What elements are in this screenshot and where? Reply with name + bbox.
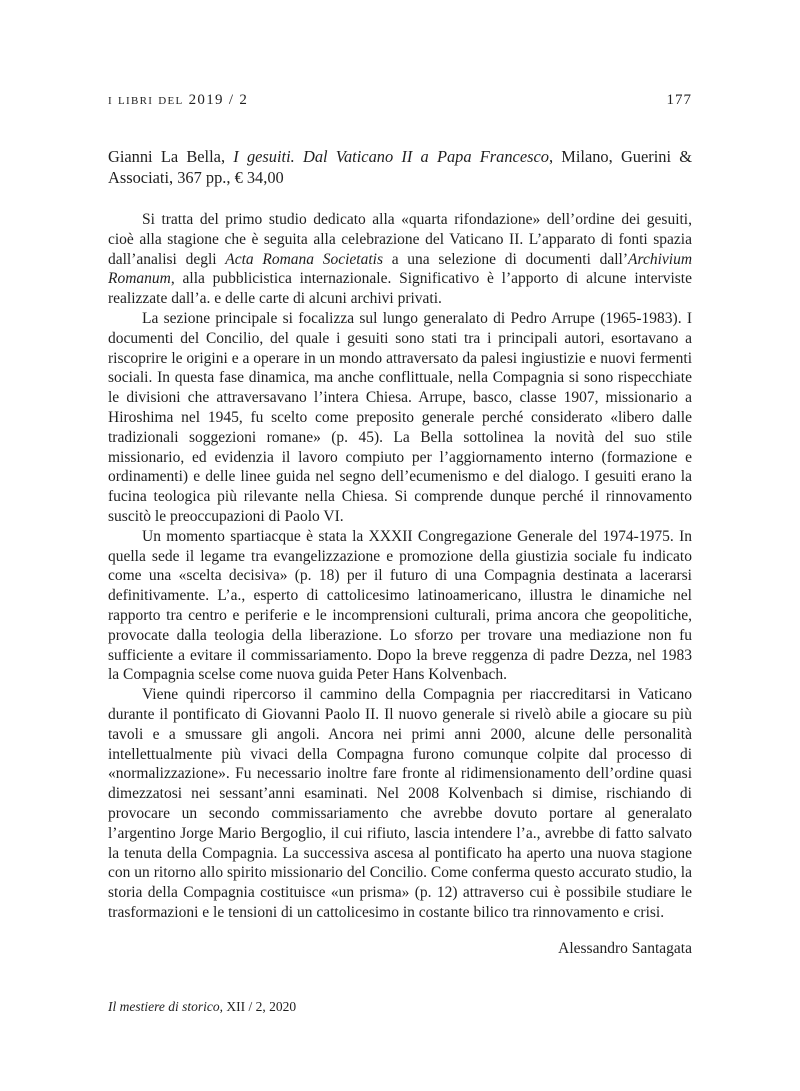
paragraph-1-italic-2: Archivium Romanum <box>108 250 693 288</box>
paragraph-1-part-2: a una selezione di documenti dall’ <box>383 250 629 268</box>
paragraph-1 <box>108 210 692 309</box>
citation-author: Gianni La Bella, <box>108 147 234 166</box>
review-author-signature: Alessandro Santagata <box>558 940 692 957</box>
paragraph-1-italic-1: Acta Romana Societatis <box>225 250 383 268</box>
paragraph-3: Un momento spartiacque è stata la XXXII Congregazione Generale del 1974-1975. In quella sede il legame tra evangelizzazione e promozione della giustizia sociale fu indicato come una «scelta decisiva» (p. 18) per il futuro di una Compagnia destinata a lacerarsi definitivamente. L’a., esperto di cattolicesimo latinoamericano, illustra le dinamiche nel rapporto tra centro e periferie e le incomprensioni culturali, prima ancora che geopolitiche, provocate dalla teologia della liberazione. Lo sforzo per trovare una mediazione non fu sufficiente a evitare il commissariamento. Dopo la breve reggenza di padre Dezza, nel 1983 la Compagnia scelse come nuova guida Peter Hans Kolvenbach. <box>108 527 692 684</box>
paragraph-1-part-1: Si tratta del primo studio dedicato alla «quarta rifondazione» dell’ordine dei gesuiti, cioè alla stagione che è seguita alla celebrazione del Vaticano II. L’apparato di fonti spazia dall’analisi degli <box>108 211 692 268</box>
running-header <box>108 92 692 116</box>
review-body <box>108 210 692 923</box>
running-title: i libri del 2019 / 2 <box>108 92 249 108</box>
paragraph-2: La sezione principale si focalizza sul lungo generalato di Pedro Arrupe (1965-1983). I documenti del Concilio, del quale i gesuiti sono stati tra i principali autori, esortavano a riscoprire le origini e a operare in un mondo attraversato da palesi ingiustizie e nuovi fermenti sociali. In questa fase dinamica, ma anche conflittuale, nella Compagnia si sono rispecchiate le divisioni che attraversavano l’intera Chiesa. Arrupe, basco, classe 1907, missionario a Hiroshima nel 1945, fu scelto come preposito generale perché considerato «libero dalle tradizionali soggezioni romane» (p. 45). La Bella sottolinea la novità del suo stile missionario, ed evidenzia il lavoro compiuto per l’aggiornamento interno (formazione e ordinamenti) e delle linee guida nel segno dell’ecumenismo e del dialogo. I gesuiti erano la fucina teologica più rilevante nella Chiesa. Si comprende dunque perché il rinnovamento suscitò le preoccupazioni di Paolo VI. <box>108 309 692 525</box>
journal-name: Il mestiere di storico <box>108 999 220 1014</box>
paragraph-1-part-3: , alla pubblicistica internazionale. Significativo è l’apporto di alcune interviste realizzate dall’a. e delle carte di alcuni archivi privati. <box>108 270 692 308</box>
page-number: 177 <box>666 92 692 108</box>
journal-footer <box>108 999 296 1015</box>
journal-issue: , XII / 2, 2020 <box>219 999 297 1014</box>
book-citation <box>108 146 692 188</box>
paragraph-4: Viene quindi ripercorso il cammino della Compagnia per riaccreditarsi in Vaticano durante il pontificato di Giovanni Paolo II. Il nuovo generale si rivelò abile a giocare su più tavoli e a smussare gli angoli. Ancora nei primi anni 2000, alcune delle personalità intellettualmente più vivaci della Compagna furono comunque colpite dal processo di «normalizzazione». Fu necessario inoltre fare fronte al ridimensionamento dell’ordine quasi dimezzatosi nei sessant’anni esaminati. Nel 2008 Kolvenbach si dimise, rischiando di provocare un secondo commissariamento che avrebbe dovuto portare al generalato l’argentino Jorge Mario Bergoglio, il cui rifiuto, lascia intendere l’a., avrebbe di fatto salvato la tenuta della Compagnia. La successiva ascesa al pontificato ha aperto una nuova stagione con un ritorno allo spirito missionario del Concilio. Come conferma questo accurato studio, la storia della Compagnia costituisce «un prisma» (p. 12) attraverso cui è possibile studiare le trasformazioni e le tensioni di un cattolicesimo in costante bilico tra rinnovamento e crisi. <box>108 686 692 921</box>
citation-publication: , Milano, Guerini & Associati, 367 pp., € 34,00 <box>108 147 692 187</box>
citation-title: I gesuiti. Dal Vaticano II a Papa Francesco <box>233 147 549 166</box>
